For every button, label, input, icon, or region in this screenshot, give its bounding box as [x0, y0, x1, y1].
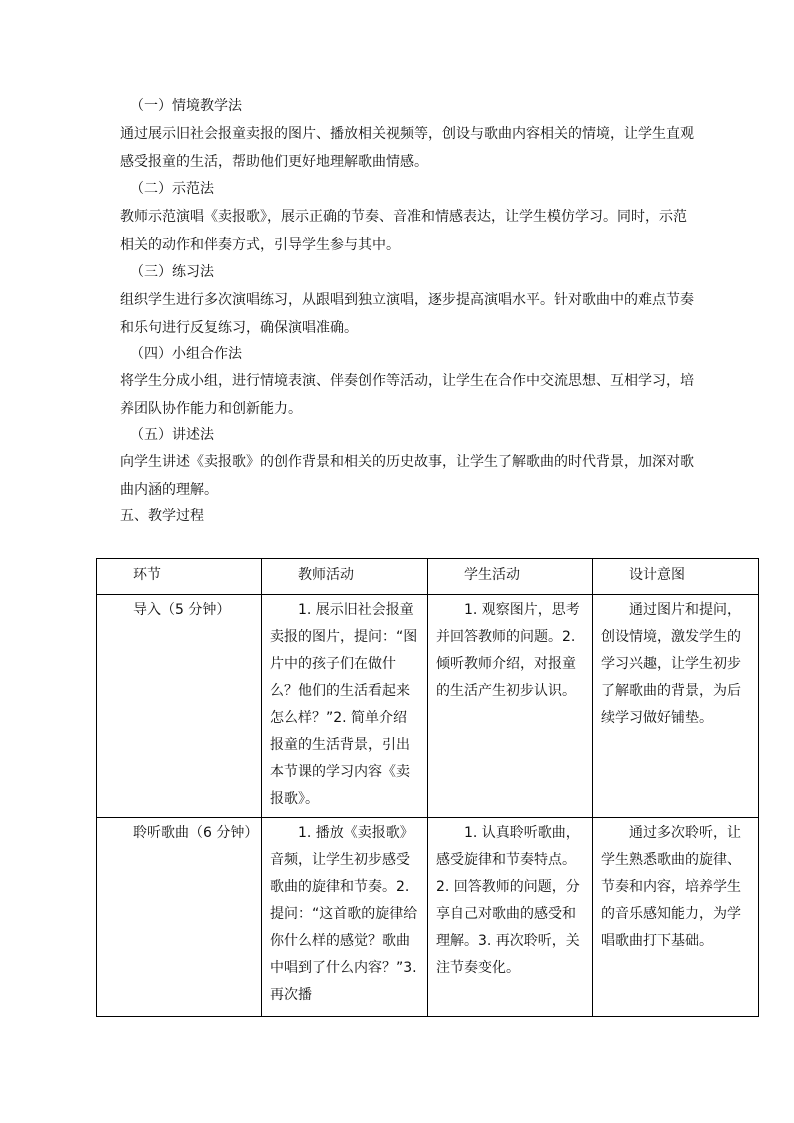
method-body-situational-text: 通过展示旧社会报童卖报的图片、播放相关视频等，创设与歌曲内容相关的情境，让学生直观感受报童的生活，帮助他们更好地理解歌曲情感。	[120, 126, 694, 170]
method-heading-practice: （三）练习法	[130, 264, 214, 280]
teaching-process-table	[96, 558, 759, 1017]
section-title: 五、教学过程	[120, 508, 204, 524]
row-stage-cell: 聆听歌曲（6 分钟）	[97, 818, 262, 1017]
method-body-narration: 向学生讲述《卖报歌》的创作背景和相关的历史故事，让学生了解歌曲的时代背景，加深对歌曲内涵的理解。	[120, 454, 694, 498]
header-student-activity: 学生活动	[428, 559, 593, 595]
method-heading-situational: （一）情境教学法	[130, 98, 242, 114]
row-student-cell: 1. 认真聆听歌曲，感受旋律和节奏特点。2. 回答教师的问题，分享自己对歌曲的感受和理解。3. 再次聆听，关注节奏变化。	[428, 818, 593, 1017]
row-student-cell: 1. 观察图片，思考并回答教师的问题。2. 倾听教师介绍，对报童的生活产生初步认识。	[428, 595, 593, 818]
row-stage-cell: 导入（5 分钟）	[97, 595, 262, 818]
header-design-intent: 设计意图	[593, 559, 759, 595]
table-header-row	[97, 559, 759, 595]
table-row	[97, 595, 759, 818]
method-body-group-work: 将学生分成小组，进行情境表演、伴奏创作等活动，让学生在合作中交流思想、互相学习，培养团队协作能力和创新能力。	[120, 373, 694, 417]
header-stage: 环节	[97, 559, 262, 595]
header-teacher-activity: 教师活动	[262, 559, 428, 595]
method-body-practice: 组织学生进行多次演唱练习，从跟唱到独立演唱，逐步提高演唱水平。针对歌曲中的难点节奏和乐句进行反复练习，确保演唱准确。	[120, 292, 694, 336]
table-row	[97, 818, 759, 1017]
method-heading-narration: （五）讲述法	[130, 427, 214, 443]
row-intent-cell: 通过图片和提问，创设情境，激发学生的学习兴趣，让学生初步了解歌曲的背景，为后续学习做好铺垫。	[593, 595, 759, 818]
row-teacher-cell: 1. 展示旧社会报童卖报的图片，提问：“图片中的孩子们在做什么？他们的生活看起来怎么样？”2. 简单介绍报童的生活背景，引出本节课的学习内容《卖报歌》。	[262, 595, 428, 818]
row-intent-cell: 通过多次聆听，让学生熟悉歌曲的旋律、节奏和内容，培养学生的音乐感知能力，为学唱歌曲打下基础。	[593, 818, 759, 1017]
method-heading-demonstration: （二）示范法	[130, 181, 214, 197]
row-teacher-cell: 1. 播放《卖报歌》音频，让学生初步感受歌曲的旋律和节奏。2. 提问：“这首歌的旋律给你什么样的感觉？歌曲中唱到了什么内容？”3. 再次播	[262, 818, 428, 1017]
method-heading-group-work: （四）小组合作法	[130, 346, 242, 362]
method-body-situational	[120, 120, 700, 176]
method-body-demonstration: 教师示范演唱《卖报歌》，展示正确的节奏、音准和情感表达，让学生模仿学习。同时，示范相关的动作和伴奏方式，引导学生参与其中。	[120, 209, 687, 253]
